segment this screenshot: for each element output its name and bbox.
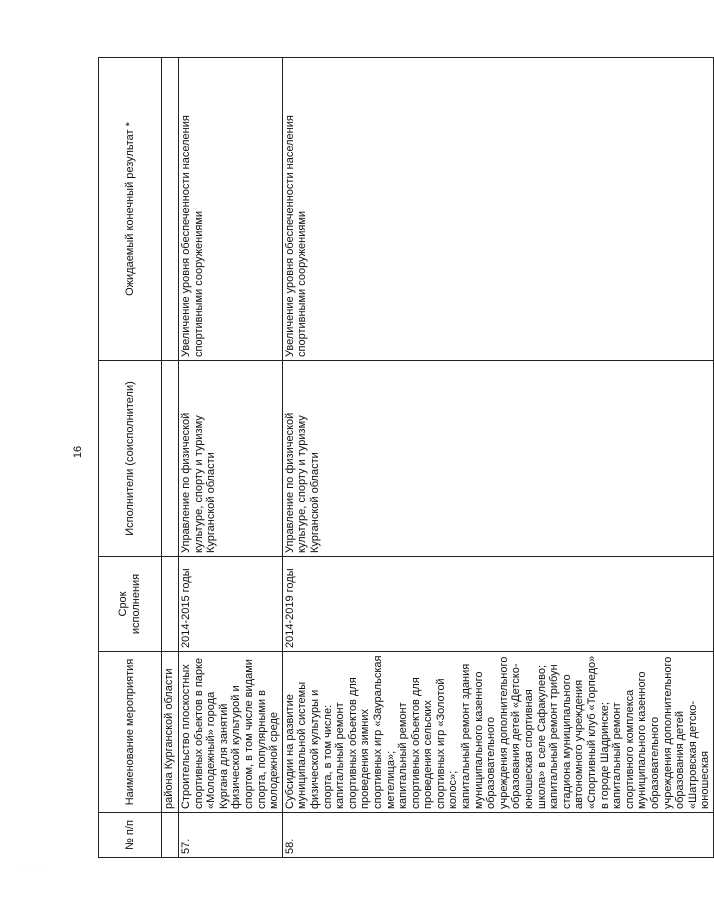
rotated-table-container (98, 58, 712, 858)
page-number: 16 (72, 445, 84, 459)
cell-result: Увеличение уровня обеспеченности населения спортивными сооружениями (179, 58, 283, 361)
cell-num: 57. (179, 813, 283, 858)
name-item: капитальный ремонт спортивного комплекса муниципального казенного образовательного учреждения дополнительного образования детей «Шатровская детско-юношеская (611, 656, 712, 809)
header-executors: Исполнители (соисполнители) (99, 361, 162, 557)
cell-term (162, 557, 179, 652)
cell-executors (162, 361, 179, 557)
cell-num: 58. (282, 813, 713, 858)
name-items-list (284, 655, 712, 809)
cell-name (282, 652, 713, 813)
cell-executors: Управление по физической культуре, спорту и туризму Курганской области (282, 361, 713, 557)
header-num: № п/п (99, 813, 162, 858)
name-item: Субсидии на развитие муниципальной системы физической культуры и спорта, в том числе: (283, 681, 334, 809)
header-term: Срок исполнения (99, 557, 162, 652)
events-table (98, 57, 714, 858)
name-item: капитальный ремонт спортивных объектов для проведения зимних спортивных игр «Зауральская метелица»; (334, 655, 397, 809)
cell-result: Увеличение уровня обеспеченности населения спортивными сооружениями (282, 58, 713, 361)
cell-name: района Курганской области (162, 652, 179, 813)
table-row (179, 58, 283, 858)
scan-mark: · · · · (22, 865, 42, 871)
name-item: капитальный ремонт спортивных объектов для проведения сельских спортивных игр «Золотой колос»; (397, 677, 460, 809)
name-item: капитальный ремонт здания муниципального казенного образовательного учреждения дополнительного образования детей «Детско-юношеская спортивная школа» в селе Сафакулево; (460, 656, 548, 809)
cell-term: 2014-2015 годы (179, 557, 283, 652)
cell-executors: Управление по физической культуре, спорту и туризму Курганской области (179, 361, 283, 557)
cell-name: Строительство плоскостных спортивных объектов в парке «Молодежный» города Кургана для занятий физической культурой и спортом, в том числе видами спорта, популярными в молодежной среде (179, 652, 283, 813)
cell-term: 2014-2019 годы (282, 557, 713, 652)
cell-num (162, 813, 179, 858)
table-row (282, 58, 713, 858)
cell-result (162, 58, 179, 361)
header-name: Наименование мероприятия (99, 652, 162, 813)
header-result: Ожидаемый конечный результат * (99, 58, 162, 361)
table-row (162, 58, 179, 858)
name-item: капитальный ремонт трибун стадиона муниципального автономного учреждения «Спортивный клуб «Торпедо» в городе Шадринске; (548, 655, 611, 809)
table-header-row (99, 58, 162, 858)
